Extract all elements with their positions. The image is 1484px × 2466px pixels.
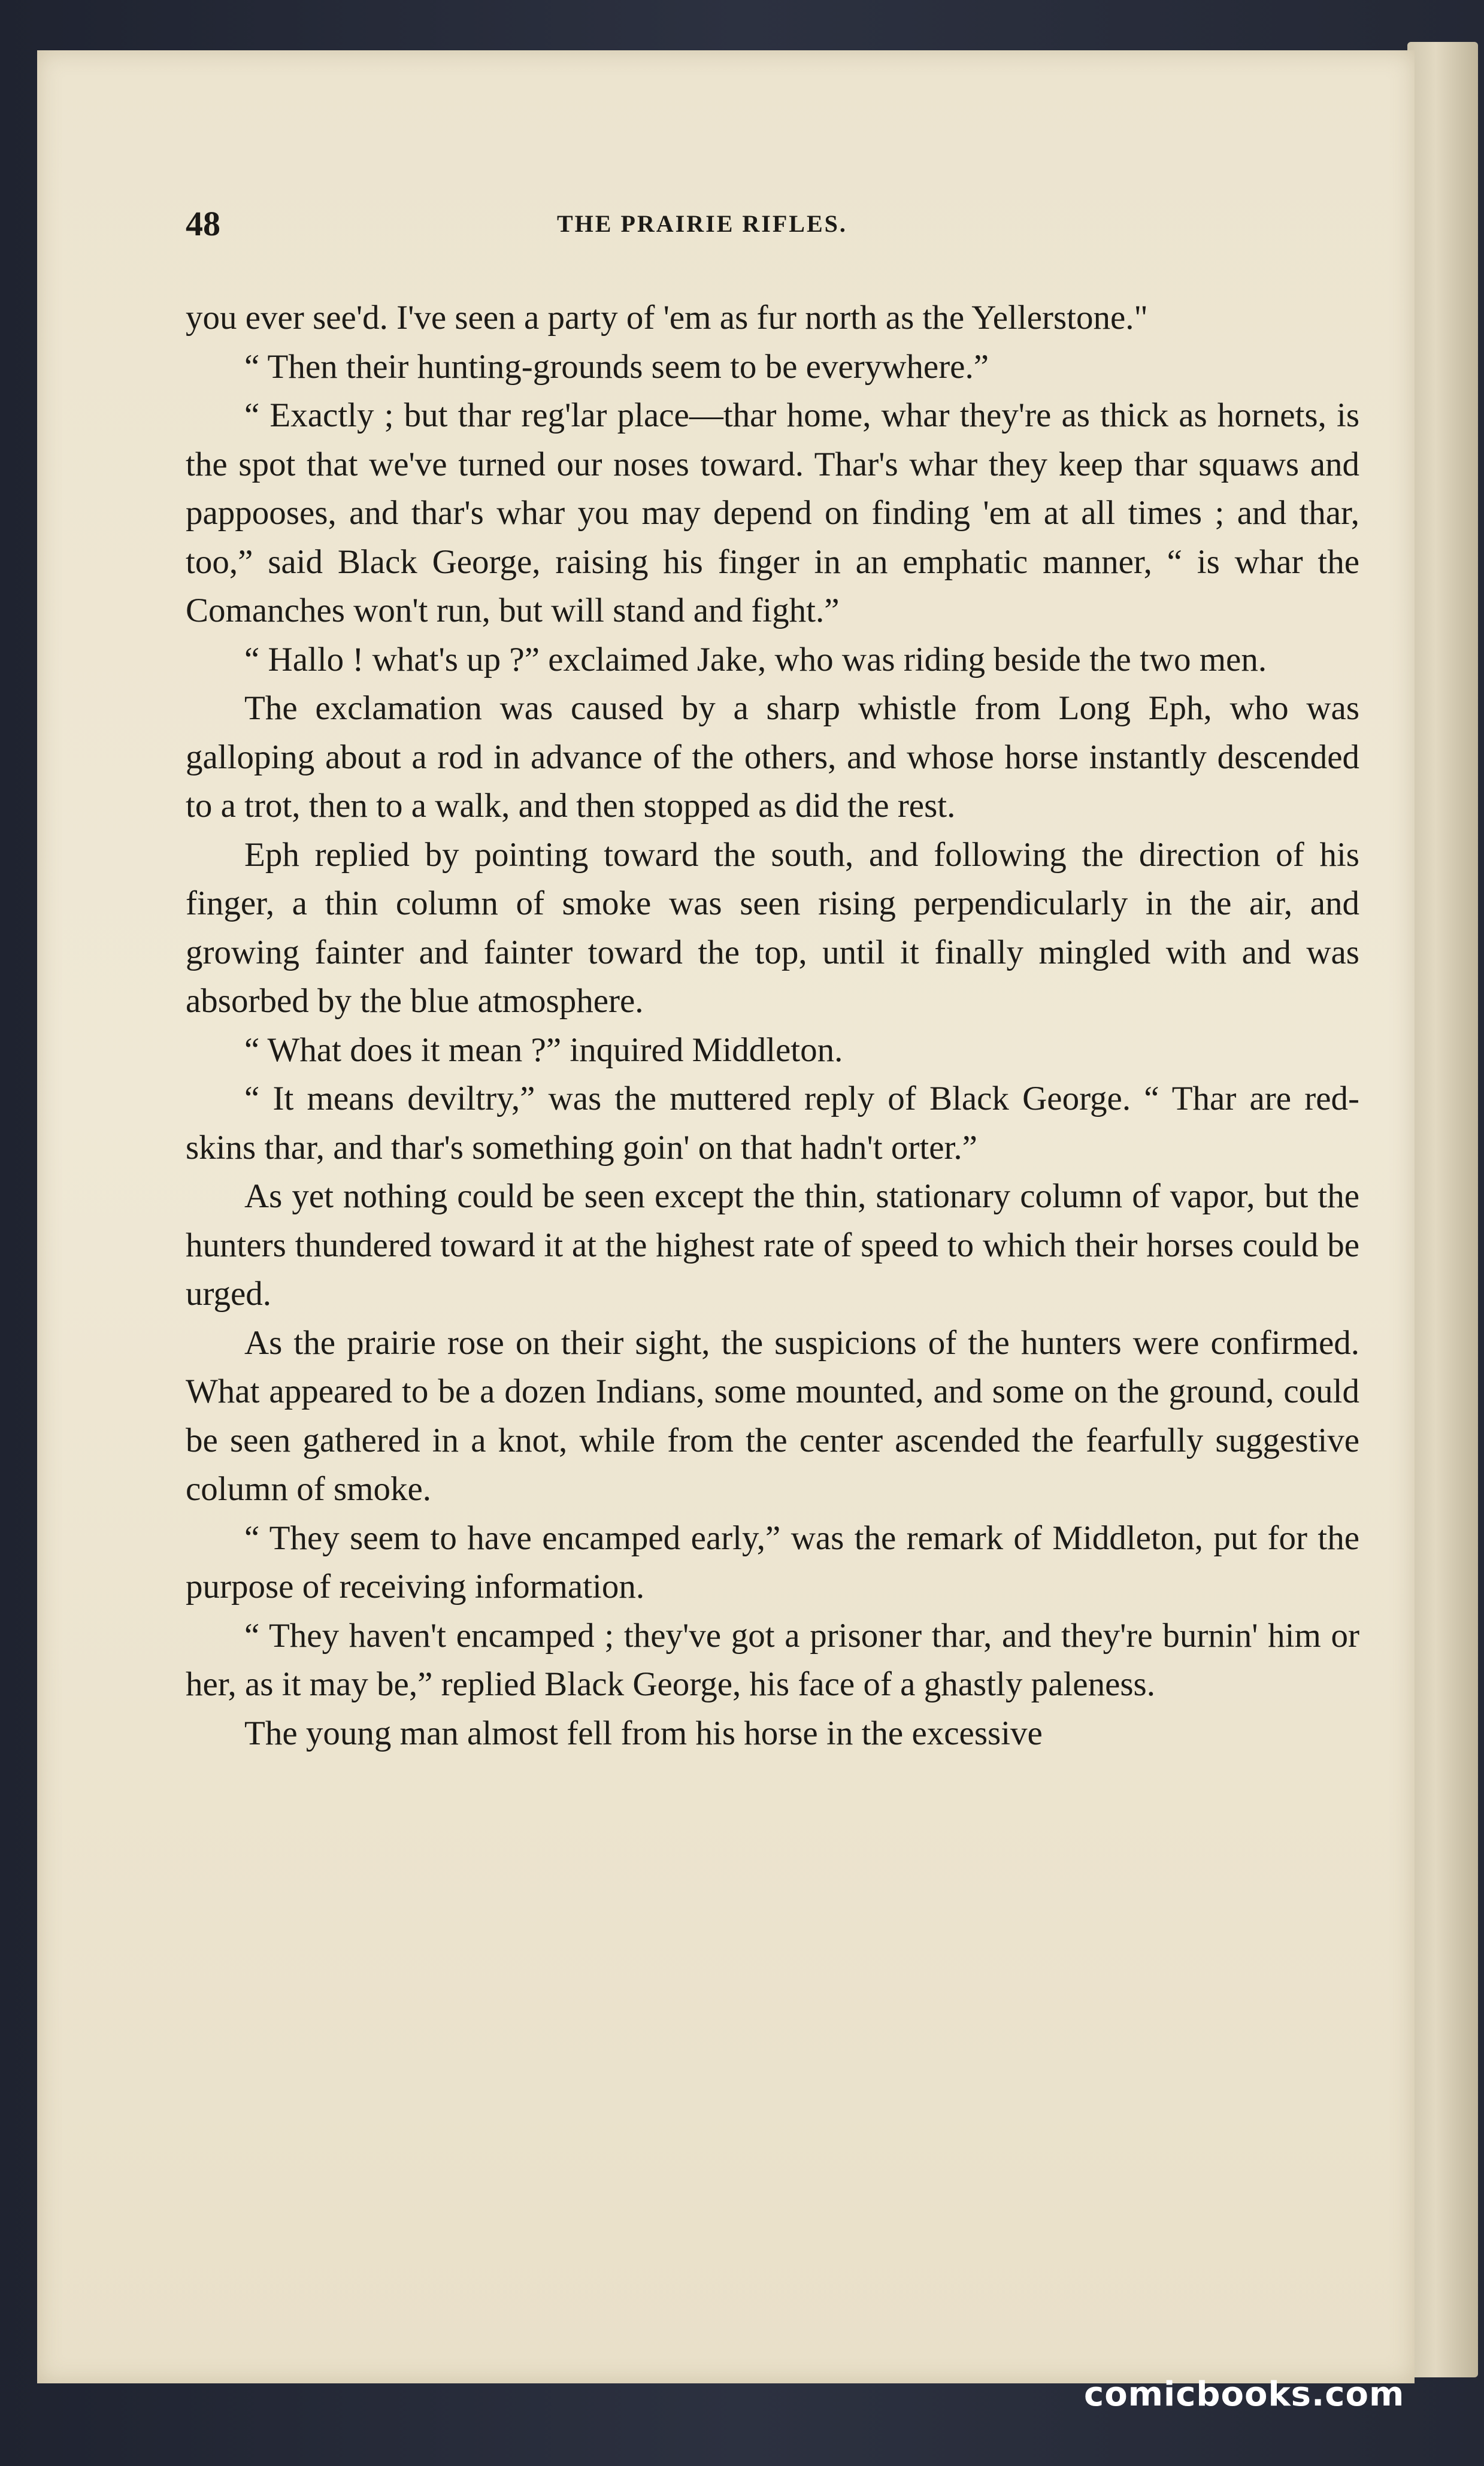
paragraph: As the prairie rose on their sight, the suspicions of the hunters were confirmed. What appeared to be a dozen Indians, some mounted, and some on the ground, could be seen gathered in a knot, while from the center ascended the fearfully suggestive column of smoke.	[186, 1323, 1359, 1508]
paragraph: “ It means deviltry,” was the muttered reply of Black George. “ Thar are red-skins thar, and thar's something goin' on that hadn't orter.”	[186, 1080, 1359, 1167]
paragraph: Eph replied by pointing toward the south, and following the direction of his finger, a thin column of smoke was seen rising perpendicularly in the air, and growing fainter and fainter toward the top, until it finally mingled with and was absorbed by the blue atmosphere.	[186, 835, 1359, 1020]
paragraph: “ Then their hunting-grounds seem to be everywhere.”	[244, 347, 989, 386]
paragraph: The exclamation was caused by a sharp whistle from Long Eph, who was galloping about a rod in advance of the others, and whose horse instantly descended to a trot, then to a walk, and then stopped as did the rest.	[186, 689, 1359, 825]
paragraph: The young man almost fell from his horse in the excessive	[244, 1714, 1043, 1752]
body-text	[186, 293, 1359, 1758]
paragraph: “ What does it mean ?” inquired Middleton.	[244, 1031, 843, 1069]
site-watermark: comicbooks.com	[1084, 2375, 1405, 2414]
paragraph: As yet nothing could be seen except the thin, stationary column of vapor, but the hunters thundered toward it at the highest rate of speed to which their horses could be urged.	[186, 1177, 1359, 1313]
paragraph: you ever see'd. I've seen a party of 'em as fur north as the Yellerstone."	[186, 299, 1148, 337]
paragraph: “ They seem to have encamped early,” was the remark of Middleton, put for the purpose of receiving information.	[186, 1519, 1359, 1605]
paragraph: “ Hallo ! what's up ?” exclaimed Jake, who was riding beside the two men.	[244, 640, 1267, 678]
running-head	[186, 204, 1024, 252]
book-title: THE PRAIRIE RIFLES.	[557, 210, 847, 237]
paragraph: “ Exactly ; but thar reg'lar place—thar home, whar they're as thick as hornets, is the spot that we've turned our noses toward. Thar's whar they keep thar squaws and pappooses, and thar's whar you may depend on finding 'em at all times ; and thar, too,” said Black George, raising his finger in an emphatic manner, “ is whar the Comanches won't run, but will stand and fight.”	[186, 396, 1359, 629]
page-number: 48	[186, 204, 220, 243]
next-page-edge	[1407, 42, 1478, 2377]
paragraph: “ They haven't encamped ; they've got a prisoner thar, and they're burnin' him or her, as it may be,” replied Black George, his face of a ghastly paleness.	[186, 1616, 1359, 1703]
